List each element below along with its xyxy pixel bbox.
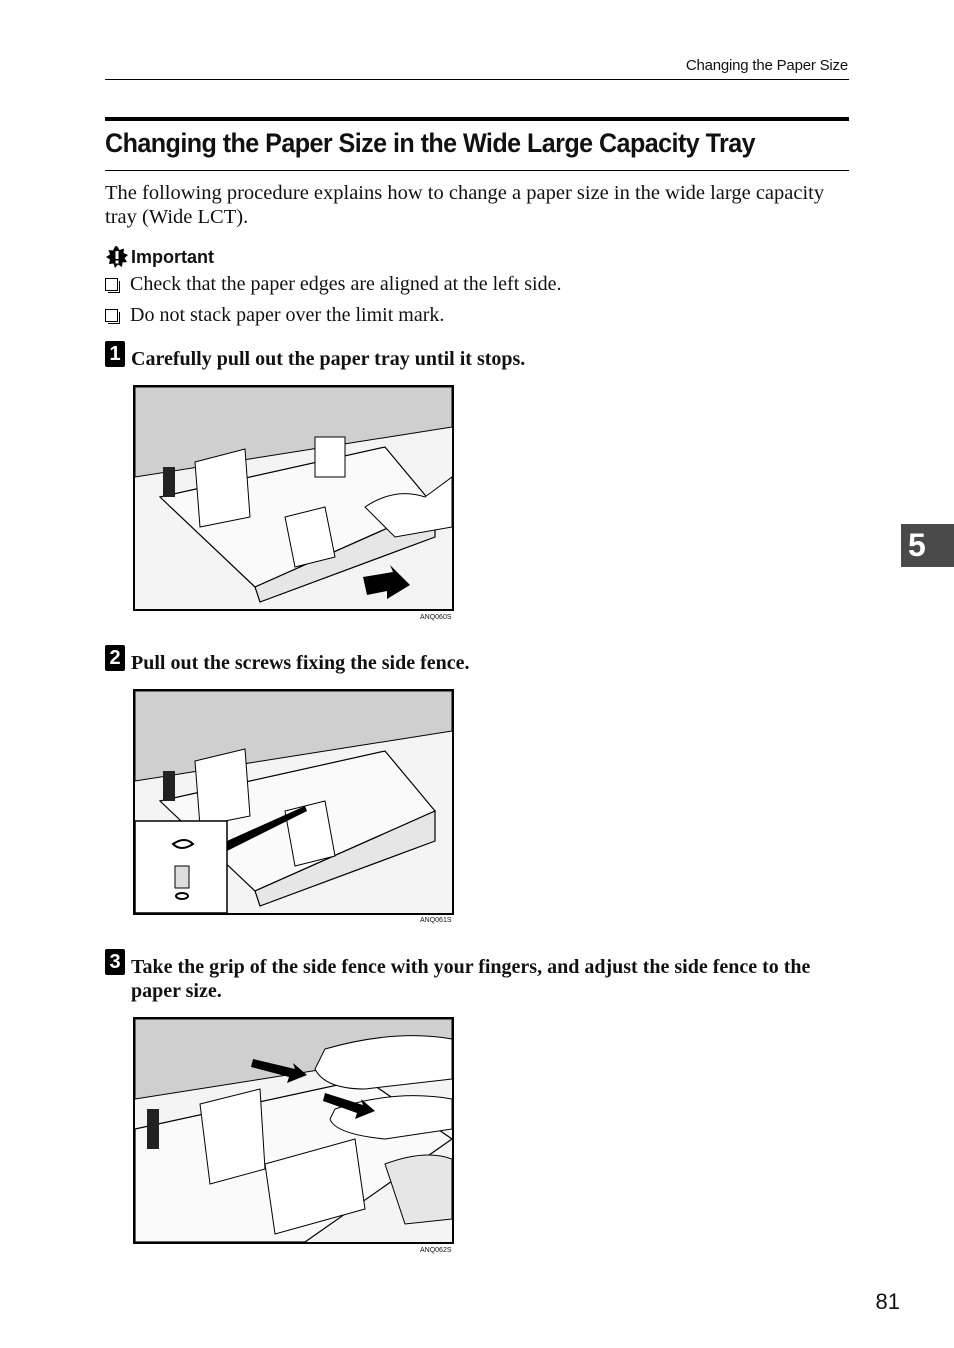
- step-2: [105, 647, 849, 675]
- step-1: [105, 343, 849, 371]
- important-item: [105, 304, 444, 327]
- step-text: Pull out the screws fixing the side fence.: [131, 652, 470, 674]
- important-label: Important: [131, 246, 214, 267]
- figure-pull-out-tray: [133, 385, 454, 611]
- figure-remove-screws: [133, 689, 454, 915]
- section-title: Changing the Paper Size in the Wide Large Capacity Tray: [105, 128, 756, 158]
- running-header: Changing the Paper Size: [685, 57, 848, 74]
- title-rule-top: [105, 117, 849, 121]
- step-number: 2: [105, 645, 125, 671]
- step-text: Carefully pull out the paper tray until it stops.: [131, 348, 526, 370]
- step-3: [105, 951, 849, 1003]
- step-number: 1: [105, 341, 125, 367]
- figure-code: ANQ062S: [420, 1247, 452, 1254]
- figure-adjust-side-fence: [133, 1017, 454, 1244]
- header-rule: [105, 79, 849, 80]
- important-item-text: Do not stack paper over the limit mark.: [130, 304, 445, 326]
- checkbox-icon: [105, 309, 118, 322]
- tray-illustration: [135, 387, 452, 609]
- title-rule-bottom: [105, 170, 849, 171]
- step-number: 3: [105, 949, 125, 975]
- important-heading: [105, 245, 214, 269]
- figure-code: ANQ060S: [420, 614, 452, 621]
- side-fence-illustration: [135, 1019, 452, 1242]
- intro-paragraph: The following procedure explains how to change a paper size in the wide large capacity tray (Wide LCT).: [105, 182, 825, 228]
- figure-code: ANQ061S: [420, 917, 452, 924]
- screws-illustration: [135, 691, 452, 913]
- important-item-text: Check that the paper edges are aligned at the left side.: [130, 273, 562, 295]
- page-number: 81: [875, 1289, 900, 1314]
- important-item: [105, 273, 561, 296]
- step-text: Take the grip of the side fence with your fingers, and adjust the side fence to the paper size.: [131, 956, 811, 1002]
- important-icon: [105, 245, 129, 269]
- checkbox-icon: [105, 278, 118, 291]
- chapter-tab: 5: [901, 524, 954, 567]
